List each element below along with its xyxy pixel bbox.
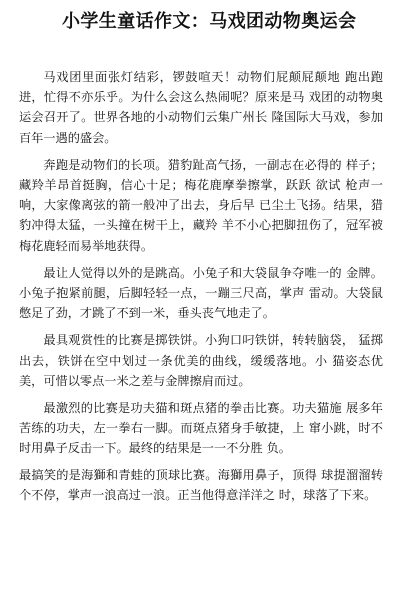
- paragraph-intro: 马戏团里面张灯结彩，锣鼓喧天！动物们屁颠屁颠地 跑出跑进，忙得不亦乐乎。为什么会这么热闹呢？原来是马 戏团的动物奥运会召开了。世界各地的小动物们云集广州长 隆国际大马戏，参加百年一遇的盛会。: [19, 70, 383, 145]
- paragraph-running: 奔跑是动物们的长项。猎豹趾高气扬，一副志在必得的 样子；藏羚羊昂首挺胸，信心十足；梅花鹿摩拳擦掌，跃跃 欲试 枪声一响，大家像离弦的箭一般冲了出去，身后早 已尘土飞扬。结果，猎豹冲得太猛，一头撞在树干上，藏羚 羊不小心把脚扭伤了，冠军被梅花鹿轻而易举地获得。: [19, 157, 383, 253]
- article-title: 小学生童话作文：马戏团动物奥运会: [62, 11, 357, 32]
- paragraph-boxing: 最激烈的比赛是功夫猫和斑点猪的拳击比赛。功夫猫施 展多年苦练的功夫，左一拳右一脚。而斑点猪身手敏捷，上 窜小跳，时不时用鼻子反击一下。最终的结果是一一不分胜 负。: [19, 401, 383, 456]
- paragraph-high-jump: 最让人觉得以外的是跳高。小兔子和大袋鼠争夺唯一的 金牌。小兔子抱紧前腿，后脚轻轻一点，一蹦三尺高，掌声 雷动。大袋鼠憋足了劲，才跳了不到一米，垂头丧气地走了。: [19, 265, 383, 321]
- paragraph-ball-heading: 最搞笑的是海獅和青蛙的顶球比赛。海獅用鼻子，顶得 球提溜溜转个不停，掌声一浪高过一浪。正当他得意洋洋之 时，球落了下来。: [19, 467, 383, 502]
- article-body: [19, 67, 383, 505]
- paragraph-discus: 最具观赏性的比赛是掷铁饼。小狗口叼铁饼，转转脑袋， 猛掷出去，铁饼在空中划过一条优美的曲线，缓缓落地。小 猫姿态优美，可惜以零点一米之差与金牌擦肩而过。: [19, 333, 383, 388]
